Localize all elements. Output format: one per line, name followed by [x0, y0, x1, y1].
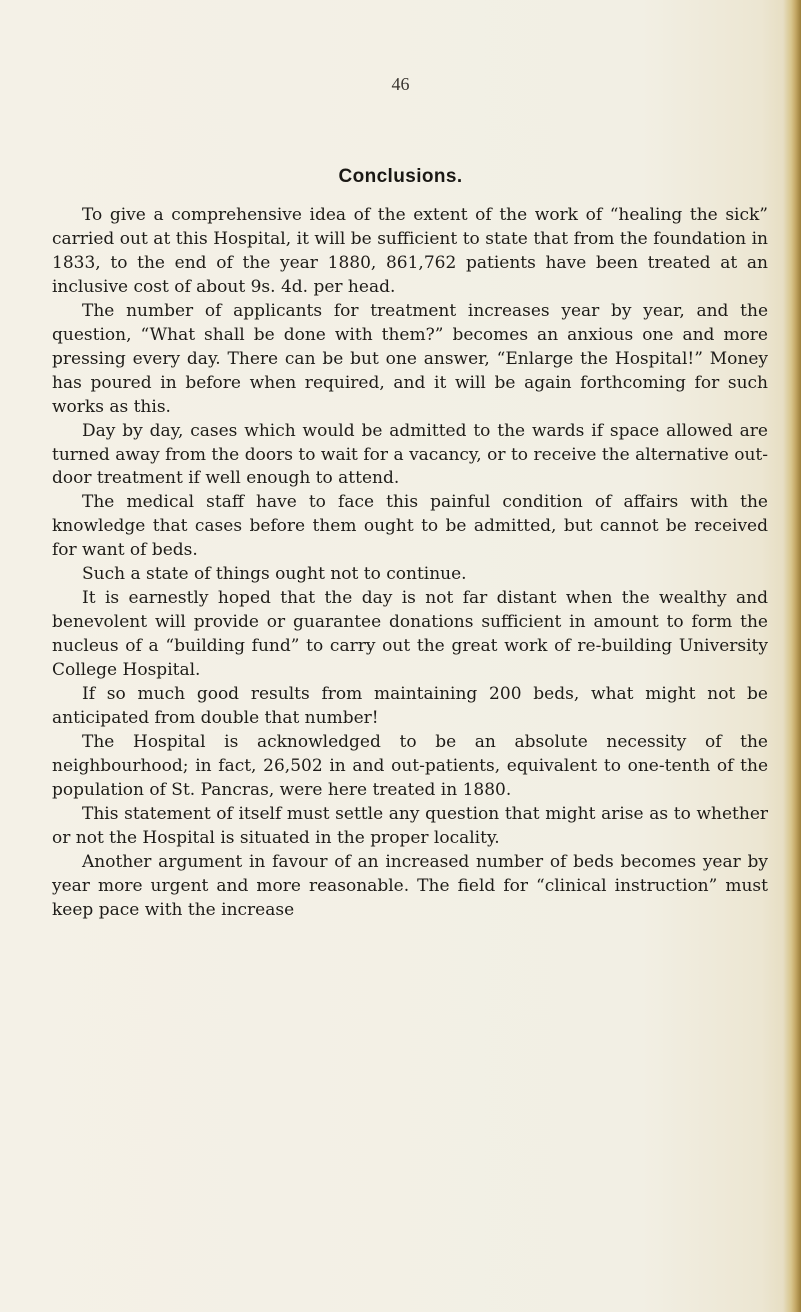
paragraph: Another argument in favour of an increased number of beds becomes year by year more urgent and more reasonable. The field for “clinical instruction” must keep pace with the increase	[52, 851, 768, 920]
paragraph: To give a comprehensive idea of the extent of the work of “healing the sick” carried out at this Hospital, it will be sufficient to state that from the foundation in 1833, to the end of the year 1880, 861,762 patients have been treated at an inclusive cost of about 9s. 4d. per head.	[52, 205, 768, 297]
body-text	[52, 204, 768, 923]
section-heading: Conclusions.	[338, 166, 463, 187]
paragraph: It is earnestly hoped that the day is not far distant when the wealthy and benevolent will provide or guarantee donations sufficient in amount to form the nucleus of a “building fund” to carry out the great work of re-building University College Hospital.	[52, 588, 768, 681]
paragraph: Day by day, cases which would be admitted to the wards if space allowed are turned away from the doors to wait for a vacancy, or to receive the alternative out-door treatment if well enough to attend.	[52, 420, 768, 489]
paragraph: If so much good results from maintaining 200 beds, what might not be anticipated from double that number!	[52, 684, 768, 729]
paragraph: This statement of itself must settle any question that might arise as to whether or not the Hospital is situated in the proper locality.	[52, 803, 768, 848]
paragraph: The medical staff have to face this painful condition of affairs with the knowledge that cases before them ought to be admitted, but cannot be received for want of beds.	[52, 492, 768, 561]
page-edge	[783, 0, 801, 1312]
paragraph: The Hospital is acknowledged to be an absolute necessity of the neighbourhood; in fact, 26,502 in and out-patients, equivalent to one-tenth of the population of St. Pancras, were here treated in 1880.	[52, 731, 768, 800]
page-number: 46	[391, 74, 410, 94]
paragraph: The number of applicants for treatment increases year by year, and the question, “What shall be done with them?” becomes an anxious one and more pressing every day. There can be but one answer, “Enlarge the Hospital!” Money has poured in before when required, and it will be again forthcoming for such works as this.	[52, 300, 768, 417]
paragraph: Such a state of things ought not to continue.	[82, 564, 467, 585]
